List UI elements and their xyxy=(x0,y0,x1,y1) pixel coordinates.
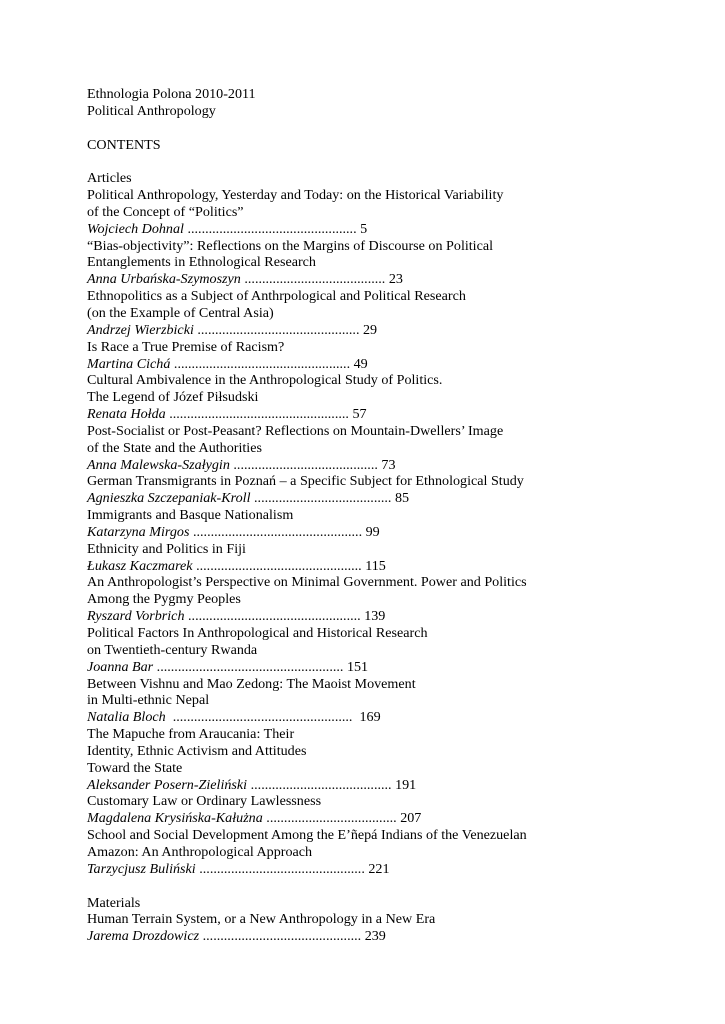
entry-author: Natalia Bloch xyxy=(87,709,166,726)
entry-title-line: Customary Law or Ordinary Lawlessness xyxy=(87,793,322,810)
toc-sections xyxy=(87,170,707,945)
entry-page-number: 207 xyxy=(400,810,422,827)
entry-page-number: 169 xyxy=(359,709,381,726)
section-heading: Articles xyxy=(87,170,132,187)
entry-page-number: 23 xyxy=(388,271,403,288)
entry-author-line xyxy=(87,322,707,339)
toc-entry xyxy=(87,541,707,575)
entry-title-line: Human Terrain System, or a New Anthropology in a New Era xyxy=(87,911,436,928)
entry-author-line xyxy=(87,810,707,827)
entry-title-line: Toward the State xyxy=(87,759,183,776)
entry-author-line xyxy=(87,608,707,625)
entry-title-line: (on the Example of Central Asia) xyxy=(87,304,274,321)
toc-section xyxy=(87,170,707,877)
entry-author-line xyxy=(87,709,707,726)
spacer xyxy=(87,153,707,170)
entry-title-line: German Transmigrants in Poznań – a Specific Subject for Ethnological Study xyxy=(87,473,524,490)
entry-page-number: 239 xyxy=(364,928,386,945)
entry-page-number: 85 xyxy=(394,490,410,507)
dot-leader: ........................................ xyxy=(240,271,389,288)
dot-leader: ........................................ xyxy=(247,776,396,793)
entry-page-number: 139 xyxy=(364,608,386,625)
dot-leader: ............................................... xyxy=(192,557,366,574)
entry-author: Anna Malewska-Szałygin xyxy=(87,456,230,473)
entry-author-line xyxy=(87,524,707,541)
entry-author: Tarzycjusz Buliński xyxy=(87,860,196,877)
toc-entry xyxy=(87,625,707,676)
entry-author: Łukasz Kaczmarek xyxy=(87,557,193,574)
entry-title-line: Entanglements in Ethnological Research xyxy=(87,254,316,271)
dot-leader: ..................................... xyxy=(262,810,401,827)
entry-author-line xyxy=(87,861,707,878)
dot-leader: ..................................................... xyxy=(153,658,347,675)
entry-page-number: 49 xyxy=(353,355,368,372)
entry-page-number: 191 xyxy=(395,776,417,793)
entry-author-line xyxy=(87,490,707,507)
entry-author: Jarema Drozdowicz xyxy=(87,928,200,945)
dot-leader: ............................................... xyxy=(195,860,369,877)
issue-subtitle: Political Anthropology xyxy=(87,102,216,119)
entry-title-line: The Legend of Józef Piłsudski xyxy=(87,389,259,406)
toc-entry xyxy=(87,372,707,423)
entry-title-line: School and Social Development Among the E’ñepá Indians of the Venezuelan xyxy=(87,827,527,844)
entry-title-line: Identity, Ethnic Activism and Attitudes xyxy=(87,742,307,759)
entry-title-line: An Anthropologist’s Perspective on Minimal Government. Power and Politics xyxy=(87,574,527,591)
spacer xyxy=(87,120,707,137)
entry-title-line: Political Factors In Anthropological and Historical Research xyxy=(87,625,428,641)
entry-title-line: Immigrants and Basque Nationalism xyxy=(87,507,294,524)
entry-author: Aleksander Posern-Zieliński xyxy=(87,776,248,793)
entry-page-number: 57 xyxy=(352,406,367,423)
entry-title-line: of the State and the Authorities xyxy=(87,439,262,456)
dot-leader: ................................................ xyxy=(189,523,366,540)
entry-author: Renata Hołda xyxy=(87,406,166,423)
toc-entry xyxy=(87,473,707,507)
entry-title-line: Post-Socialist or Post-Peasant? Reflections on Mountain-Dwellers’ Image xyxy=(87,422,504,439)
entry-author: Anna Urbańska-Szymoszyn xyxy=(87,271,241,288)
entry-author-line xyxy=(87,928,707,945)
entry-author-line xyxy=(87,356,707,373)
dot-leader: ................................................. xyxy=(184,608,365,625)
dot-leader: ................................................... xyxy=(165,709,360,726)
toc-entry xyxy=(87,339,707,373)
entry-title-line: Cultural Ambivalence in the Anthropological Study of Politics. xyxy=(87,372,443,389)
spacer xyxy=(87,878,707,895)
entry-title-line: Amazon: An Anthropological Approach xyxy=(87,843,313,860)
entry-page-number: 151 xyxy=(346,658,369,675)
dot-leader: ......................................... xyxy=(229,456,382,473)
dot-leader: ................................................ xyxy=(183,220,361,237)
entry-author: Joanna Bar xyxy=(87,658,154,675)
entry-page-number: 29 xyxy=(362,321,378,338)
entry-page-number: 99 xyxy=(365,523,380,540)
entry-author-line xyxy=(87,221,707,238)
toc-section xyxy=(87,895,707,946)
entry-author: Wojciech Dohnal xyxy=(87,220,184,237)
entry-author-line xyxy=(87,406,707,423)
entry-author: Agnieszka Szczepaniak-Kroll xyxy=(87,490,251,507)
entry-title-line: Among the Pygmy Peoples xyxy=(87,591,241,608)
entry-author: Magdalena Krysińska-Kałużna xyxy=(87,810,263,827)
entry-title-line: on Twentieth-century Rwanda xyxy=(87,641,258,658)
entry-author-line xyxy=(87,457,707,474)
toc-entry xyxy=(87,827,707,878)
entry-title-line: Is Race a True Premise of Racism? xyxy=(87,338,285,355)
entry-page-number: 5 xyxy=(360,220,368,237)
toc-entry xyxy=(87,187,707,238)
toc-entry xyxy=(87,288,707,339)
dot-leader: .............................................. xyxy=(193,321,363,338)
entry-author-line xyxy=(87,271,707,288)
entry-author: Martina Cichá xyxy=(87,355,171,372)
dot-leader: .................................................. xyxy=(170,355,354,372)
contents-page xyxy=(87,86,707,945)
section-heading: Materials xyxy=(87,894,141,911)
entry-title-line: The Mapuche from Araucania: Their xyxy=(87,726,295,743)
entry-title-line: Political Anthropology, Yesterday and Today: on the Historical Variability xyxy=(87,187,504,204)
entry-author: Katarzyna Mirgos xyxy=(87,523,190,540)
entry-page-number: 221 xyxy=(368,860,390,877)
entry-author: Ryszard Vorbrich xyxy=(87,608,185,625)
journal-title: Ethnologia Polona 2010-2011 xyxy=(87,86,256,102)
entry-page-number: 73 xyxy=(381,456,396,473)
toc-entry xyxy=(87,726,707,793)
entry-title-line: Ethnicity and Politics in Fiji xyxy=(87,540,246,557)
entry-title-line: “Bias-objectivity”: Reflections on the Margins of Discourse on Political xyxy=(87,237,494,254)
dot-leader: ............................................. xyxy=(199,928,365,945)
entry-page-number: 115 xyxy=(365,557,386,574)
entry-author-line xyxy=(87,777,707,794)
entry-author-line xyxy=(87,659,707,676)
contents-heading: CONTENTS xyxy=(87,136,161,153)
toc-entry xyxy=(87,507,707,541)
dot-leader: ....................................... xyxy=(250,490,395,507)
entry-title-line: of the Concept of “Politics” xyxy=(87,203,244,220)
entry-title-line: Ethnopolitics as a Subject of Anthrpological and Political Research xyxy=(87,288,466,305)
dot-leader: ................................................... xyxy=(165,406,353,423)
entry-author-line xyxy=(87,558,707,575)
toc-entry xyxy=(87,911,707,945)
toc-entry xyxy=(87,574,707,625)
toc-entry xyxy=(87,423,707,474)
entry-title-line: in Multi-ethnic Nepal xyxy=(87,692,210,709)
toc-entry xyxy=(87,238,707,289)
toc-entry xyxy=(87,676,707,727)
toc-entry xyxy=(87,793,707,827)
entry-title-line: Between Vishnu and Mao Zedong: The Maoist Movement xyxy=(87,675,416,692)
entry-author: Andrzej Wierzbicki xyxy=(87,321,194,338)
